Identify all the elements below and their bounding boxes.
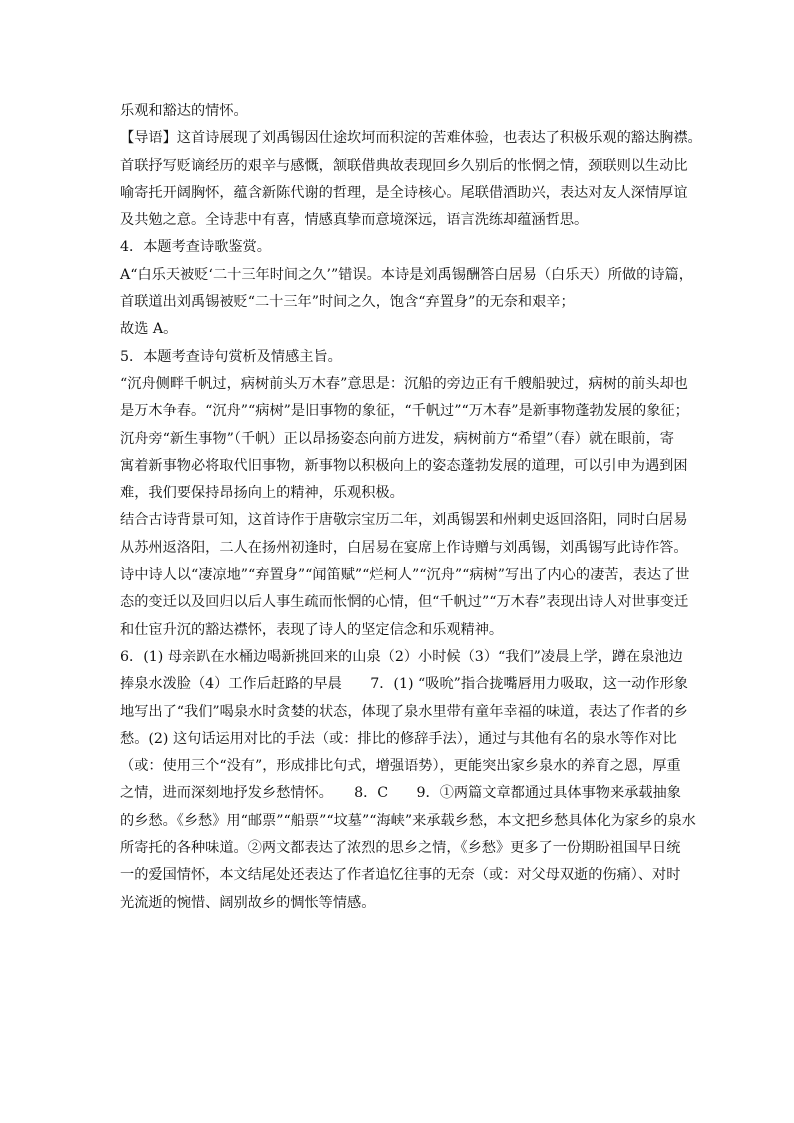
text-line: 态的变迁以及回归以后人事生疏而怅惘的心情，但“千帆过”“万木春”表现出诗人对世事变迁: [120, 594, 689, 611]
document-body: [120, 98, 702, 917]
text-line: 光流逝的惋惜、阔别故乡的惆怅等情感。: [120, 894, 376, 911]
text-line: 是万木争春。“沉舟”“病树”是旧事物的象征，“千帆过”“万木春”是新事物蓬勃发展的象征；: [120, 403, 689, 420]
text-line: 寓着新事物必将取代旧事物，新事物以积极向上的姿态蓬勃发展的道理，可以引申为遇到困: [120, 457, 688, 474]
text-line: 的乡愁。《乡愁》用“邮票”“船票”“坟墓”“海峡”来承载乡愁，本文把乡愁具体化为家乡的泉水: [120, 812, 696, 829]
text-line: 和仕宦升沉的豁达襟怀，表现了诗人的坚定信念和乐观精神。: [120, 621, 504, 638]
text-line: 结合古诗背景可知，这首诗作于唐敬宗宝历二年，刘禹锡罢和州刺史返回洛阳，同时白居易: [120, 512, 688, 529]
text-line: 喻寄托开阔胸怀，蕴含新陈代谢的哲理，是全诗核心。尾联借酒助兴，表达对友人深情厚谊: [120, 184, 688, 201]
text-line: 从苏州返洛阳，二人在扬州初逢时，白居易在宴席上作诗赠与刘禹锡，刘禹锡写此诗作答。: [120, 539, 688, 556]
text-line: 愁。(2) 这句话运用对比的手法（或：排比的修辞手法），通过与其他有名的泉水等作对比: [120, 730, 677, 747]
text-line: （或：使用三个“没有”，形成排比句式，增强语势），更能突出家乡泉水的养育之恩，厚重: [120, 758, 681, 775]
text-line: A“白乐天被贬‘二十三年时间之久’”错误。本诗是刘禹锡酬答白居易（白乐天）所做的诗篇，: [120, 266, 693, 283]
text-line: 难，我们要保持昂扬向上的精神，乐观积极。: [120, 485, 404, 502]
text-line: 及共勉之意。全诗悲中有喜，情感真挚而意境深远，语言洗练却蕴涵哲思。: [120, 212, 589, 229]
text-line: 沉舟旁“新生事物”（千帆）正以昂扬姿态向前方进发，病树前方“希望”（春）就在眼前，寄: [120, 430, 674, 447]
text-line: 首联抒写贬谪经历的艰辛与感慨，颔联借典故表现回乡久别后的怅惘之情，颈联则以生动比: [120, 157, 688, 174]
text-line: 诗中诗人以“凄凉地”“弃置身”“闻笛赋”“烂柯人”“沉舟”“病树”写出了内心的凄苦，表达了世: [120, 567, 690, 584]
text-line: 4．本题考查诗歌鉴赏。: [120, 239, 271, 256]
text-line: 【导语】这首诗展现了刘禹锡因仕途坎坷而积淀的苦难体验，也表达了积极乐观的豁达胸襟。: [120, 130, 702, 147]
text-line: 捧泉水泼脸（4）工作后赶路的早晨 7．(1) “吸吮”指合拢嘴唇用力吸取，这一动作形象: [120, 676, 688, 693]
text-line: 地写出了“我们”喝泉水时贪婪的状态，体现了泉水里带有童年幸福的味道，表达了作者的乡: [120, 703, 688, 720]
text-line: 所寄托的各种味道。②两文都表达了浓烈的思乡之情，《乡愁》更多了一份期盼祖国早日统: [120, 840, 681, 857]
text-line: 首联道出刘禹锡被贬“二十三年”时间之久，饱含“弃置身”的无奈和艰辛；: [120, 294, 575, 311]
text-line: 之情，进而深刻地抒发乡愁情怀。 8．C 9．①两篇文章都通过具体事物来承载抽象: [120, 785, 681, 802]
text-line: 5．本题考查诗句赏析及情感主旨。: [120, 348, 342, 365]
text-line: 故选 A。: [120, 321, 178, 338]
text-line: 6．(1) 母亲趴在水桶边喝新挑回来的山泉（2）小时候（3）“我们”凌晨上学，蹲在泉池边: [120, 648, 683, 665]
text-line: 一的爱国情怀，本文结尾处还表达了作者追忆往事的无奈（或：对父母双逝的伤痛）、对时: [120, 867, 681, 884]
text-line: “沉舟侧畔千帆过，病树前头万木春”意思是：沉船的旁边正有千艘船驶过，病树的前头却也: [120, 375, 688, 392]
text-line: 乐观和豁达的情怀。: [120, 103, 248, 119]
